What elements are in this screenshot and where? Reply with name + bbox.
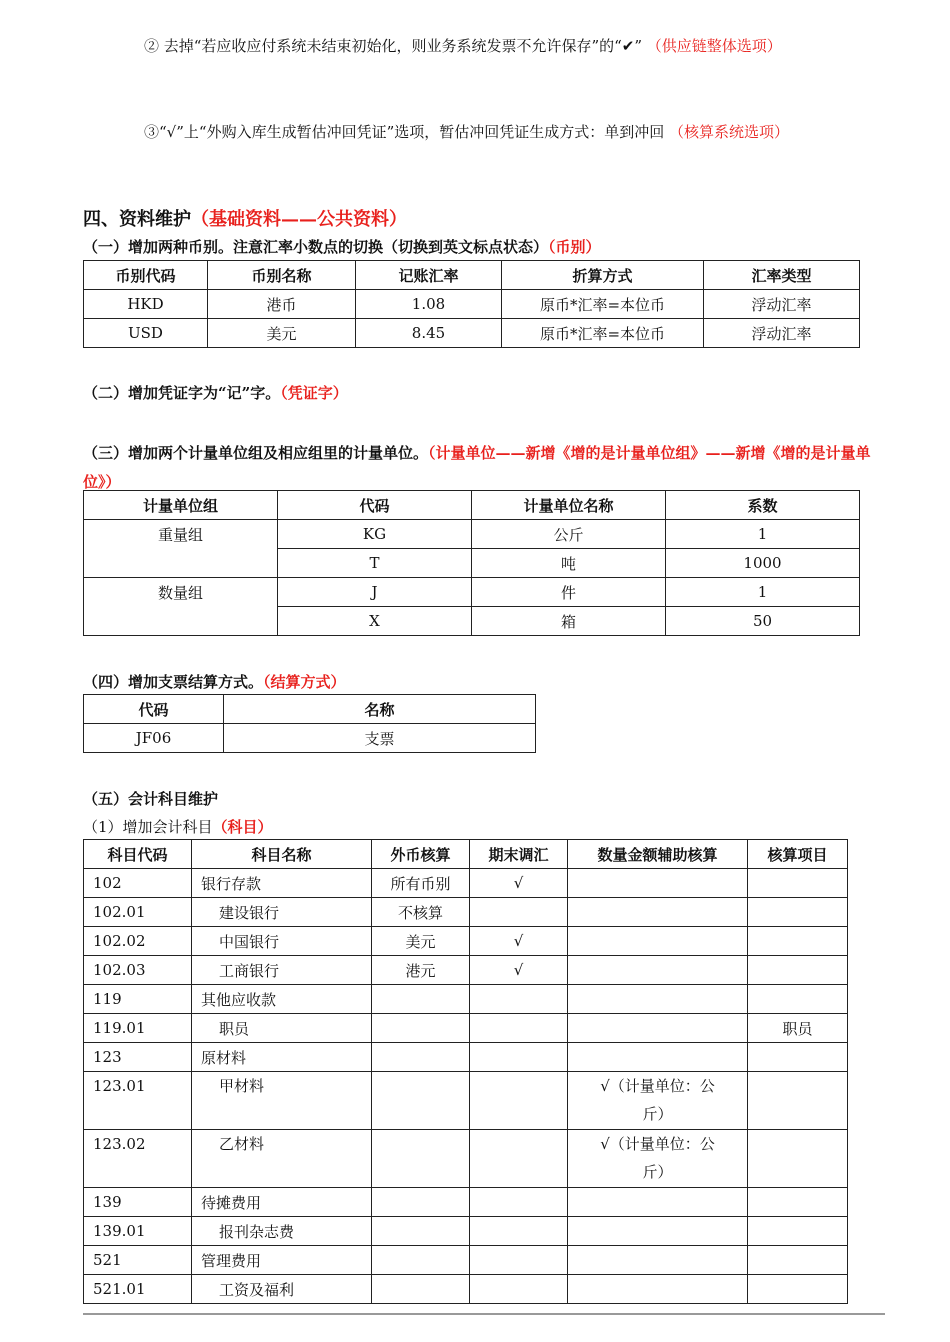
table-cell [470,1130,568,1188]
section-title: 四、资料维护 [83,209,191,230]
accounts-subnote: （科目） [212,818,273,836]
table-cell: 1.08 [356,290,502,319]
table-row [84,985,848,1014]
accounts-table [83,839,848,1304]
table-cell: JF06 [84,724,224,753]
table-cell [470,1188,568,1217]
table-cell: 银行存款 [192,869,372,898]
table-row [84,1188,848,1217]
unit-group-cell: 数量组 [84,578,278,636]
table-cell [372,985,470,1014]
table-cell: 中国银行 [192,927,372,956]
table-cell [470,1043,568,1072]
table-cell: 港币 [208,290,356,319]
header-cell: 名称 [224,695,536,724]
table-cell: HKD [84,290,208,319]
table-cell [568,956,748,985]
table-cell: 待摊费用 [192,1188,372,1217]
table-cell: 浮动汇率 [704,290,860,319]
table-cell: 原币*汇率=本位币 [502,319,704,348]
table-cell: 102 [84,869,192,898]
units-subheading [83,439,887,497]
table-cell [372,1014,470,1043]
table-row [84,927,848,956]
table-cell [568,927,748,956]
table-cell [372,1188,470,1217]
table-row [84,1130,848,1188]
table-cell [568,869,748,898]
table-cell: 件 [472,578,666,607]
table-row [84,869,848,898]
table-cell [470,1275,568,1304]
table-cell [748,1072,848,1130]
table-cell: J [278,578,472,607]
table-cell: 原材料 [192,1043,372,1072]
table-cell: 139 [84,1188,192,1217]
units-note: （计量单位——新增《增的是计量单位组》——新增《增的是计量单位》） [83,444,871,491]
footer-divider [83,1313,885,1315]
table-cell [470,1246,568,1275]
settlement-title: （四）增加支票结算方式。 [83,673,264,691]
table-cell: √ [470,927,568,956]
table-row [84,319,860,348]
table-cell [748,1217,848,1246]
header-cell: 系数 [666,491,860,520]
table-cell: 公斤 [472,520,666,549]
accounts-subheading [83,788,218,809]
table-cell [372,1275,470,1304]
table-cell [748,1246,848,1275]
table-row [84,290,860,319]
accounts-subtitle: （1）增加会计科目 [83,818,213,836]
currency-table [83,260,860,348]
voucher-subheading [83,382,348,403]
table-cell: 建设银行 [192,898,372,927]
table-cell: 不核算 [372,898,470,927]
table-cell: 浮动汇率 [704,319,860,348]
table-cell: 工商银行 [192,956,372,985]
table-cell [568,1188,748,1217]
table-cell [748,1043,848,1072]
table-cell [470,1014,568,1043]
currency-subheading [83,236,601,257]
table-cell: 美元 [208,319,356,348]
table-cell: 美元 [372,927,470,956]
table-cell: 报刊杂志费 [192,1217,372,1246]
header-cell: 科目名称 [192,840,372,869]
table-cell: USD [84,319,208,348]
table-cell: 102.02 [84,927,192,956]
settlement-subheading [83,671,346,692]
table-cell: √ [470,956,568,985]
section-note: （基础资料——公共资料） [191,209,407,230]
table-cell: √（计量单位：公斤） [568,1072,748,1130]
table-cell [748,927,848,956]
table-row [84,520,860,549]
header-cell: 记账汇率 [356,261,502,290]
option-item-2-note: （供应链整体选项） [646,37,782,55]
voucher-note: （凭证字） [280,384,348,402]
units-title: （三）增加两个计量单位组及相应组里的计量单位。 [83,444,429,462]
table-cell [568,1217,748,1246]
settlement-table [83,694,536,753]
table-cell: 8.45 [356,319,502,348]
table-cell: 521.01 [84,1275,192,1304]
table-cell [568,985,748,1014]
table-row [84,1014,848,1043]
table-cell [748,1275,848,1304]
header-cell: 计量单位组 [84,491,278,520]
table-cell: 吨 [472,549,666,578]
option-item-2 [144,32,892,61]
table-cell: 乙材料 [192,1130,372,1188]
table-cell [470,898,568,927]
table-cell: 1 [666,578,860,607]
header-cell: 期末调汇 [470,840,568,869]
table-row [84,956,848,985]
header-cell: 币别名称 [208,261,356,290]
table-cell [372,1217,470,1246]
table-cell: 支票 [224,724,536,753]
table-cell [748,956,848,985]
table-cell: 其他应收款 [192,985,372,1014]
table-cell: 箱 [472,607,666,636]
header-cell: 代码 [84,695,224,724]
table-cell: 50 [666,607,860,636]
header-cell: 数量金额辅助核算 [568,840,748,869]
table-cell [748,869,848,898]
table-cell [372,1072,470,1130]
table-cell [568,1014,748,1043]
table-row [84,1043,848,1072]
table-cell: 119.01 [84,1014,192,1043]
settlement-note: （结算方式） [263,673,346,691]
table-cell [470,1217,568,1246]
header-cell: 币别代码 [84,261,208,290]
header-cell: 计量单位名称 [472,491,666,520]
table-header-row [84,695,536,724]
table-cell: √（计量单位：公斤） [568,1130,748,1188]
table-cell: 原币*汇率=本位币 [502,290,704,319]
accounts-sub-subheading [83,816,273,837]
table-cell: 123.01 [84,1072,192,1130]
unit-group-cell: 重量组 [84,520,278,578]
table-cell: KG [278,520,472,549]
table-cell: T [278,549,472,578]
option-item-3-text: ③“√”上“外购入库生成暂估冲回凭证”选项，暂估冲回凭证生成方式：单到冲回 [144,123,665,141]
table-cell [748,1130,848,1188]
table-cell: √ [470,869,568,898]
table-cell [748,985,848,1014]
table-cell: 所有币别 [372,869,470,898]
table-cell [568,1275,748,1304]
units-table [83,490,860,636]
table-row [84,1275,848,1304]
table-cell [568,898,748,927]
table-cell: 甲材料 [192,1072,372,1130]
table-cell [470,1072,568,1130]
option-item-2-text: ② 去掉“若应收应付系统未结束初始化，则业务系统发票不允许保存”的“✔” [144,37,643,55]
option-item-3 [144,118,892,147]
table-cell: 123 [84,1043,192,1072]
table-header-row [84,840,848,869]
table-cell: 职员 [748,1014,848,1043]
table-row [84,578,860,607]
table-cell: 职员 [192,1014,372,1043]
table-cell: X [278,607,472,636]
header-cell: 折算方式 [502,261,704,290]
table-cell: 工资及福利 [192,1275,372,1304]
table-cell [568,1043,748,1072]
table-cell: 102.03 [84,956,192,985]
table-cell [470,985,568,1014]
header-cell: 代码 [278,491,472,520]
table-cell [748,1188,848,1217]
table-cell [372,1246,470,1275]
table-cell: 139.01 [84,1217,192,1246]
table-row [84,1217,848,1246]
option-item-3-note: （核算系统选项） [669,123,790,141]
table-cell: 123.02 [84,1130,192,1188]
header-cell: 核算项目 [748,840,848,869]
table-header-row [84,491,860,520]
table-cell [372,1130,470,1188]
table-cell: 1 [666,520,860,549]
table-cell: 119 [84,985,192,1014]
table-cell: 521 [84,1246,192,1275]
table-cell: 港元 [372,956,470,985]
accounts-title: （五）会计科目维护 [83,790,219,808]
header-cell: 汇率类型 [704,261,860,290]
table-cell: 管理费用 [192,1246,372,1275]
header-cell: 外币核算 [372,840,470,869]
table-cell: 1000 [666,549,860,578]
table-header-row [84,261,860,290]
table-row [84,724,536,753]
table-cell [372,1043,470,1072]
voucher-title: （二）增加凭证字为“记”字。 [83,384,281,402]
table-row [84,1072,848,1130]
table-cell: 102.01 [84,898,192,927]
table-row [84,898,848,927]
table-cell [568,1246,748,1275]
section-heading [83,205,407,231]
currency-title: （一）增加两种币别。注意汇率小数点的切换（切换到英文标点状态） [83,238,549,256]
table-row [84,1246,848,1275]
table-cell [748,898,848,927]
currency-note: （币别） [548,238,601,256]
header-cell: 科目代码 [84,840,192,869]
